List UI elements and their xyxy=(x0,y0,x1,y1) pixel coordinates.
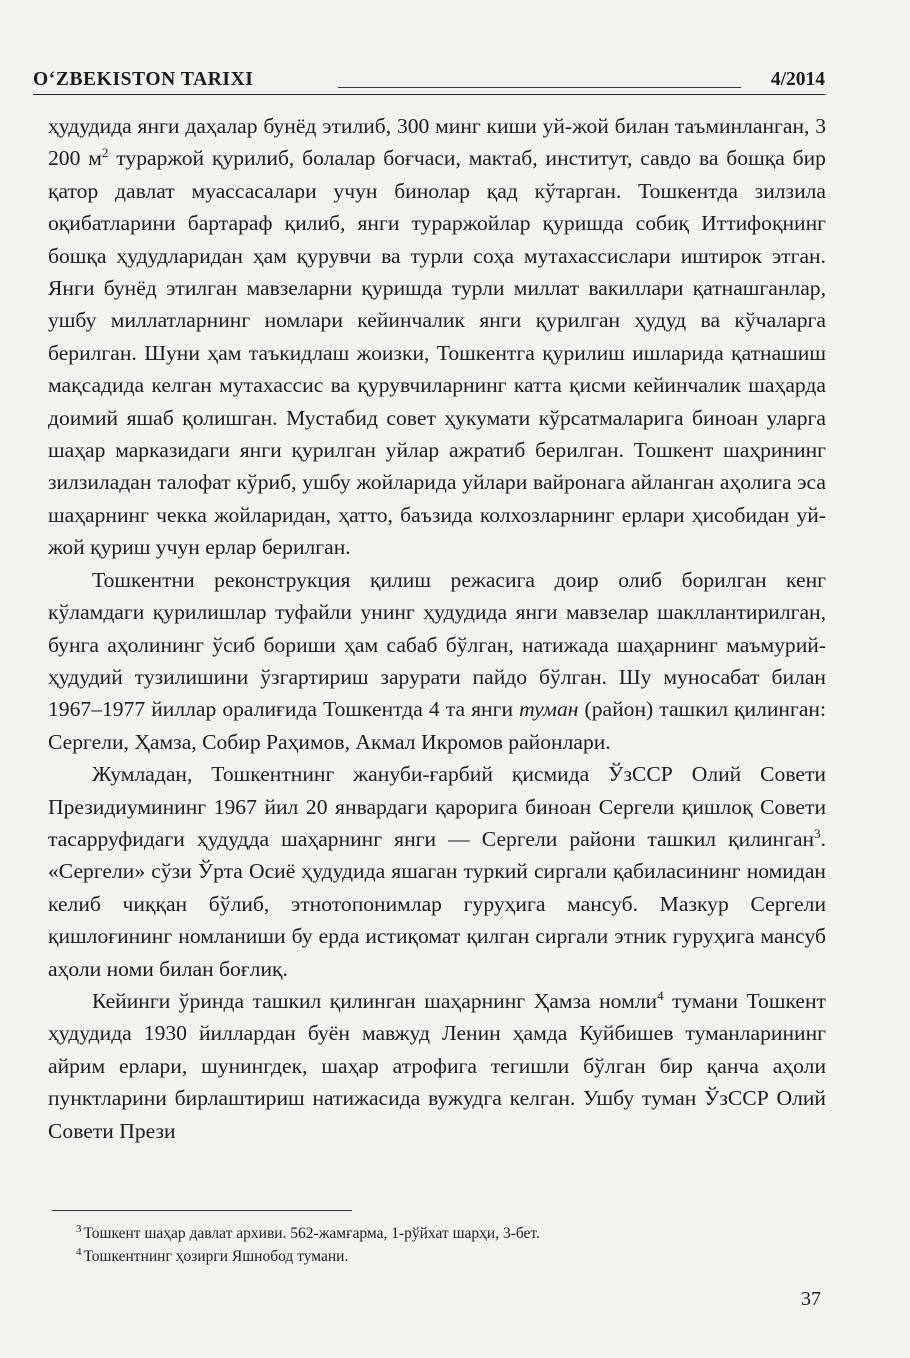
header-rule xyxy=(338,87,741,88)
paragraph-text: . «Сергели» сўзи Ўрта Осиё ҳудудида яшаган туркий сиргали қабиласининг номидан келиб чиққан бўлиб, этнотопонимлар гуруҳига мансуб. Мазкур Сергели қишлоғининг номланиши бу ерда истиқомат қилган сиргали этник гуруҳига мансуб аҳоли номи билан боғлиқ. xyxy=(48,826,826,981)
paragraph-3 xyxy=(48,758,826,985)
paragraph-text: Кейинги ўринда ташкил қилинган шаҳарнинг Ҳамза номли xyxy=(92,988,658,1013)
page-number: 37 xyxy=(801,1288,821,1310)
body-text xyxy=(48,110,826,1147)
footnotes xyxy=(76,1222,826,1268)
paragraph-text: тураржой қурилиб, болалар боғчаси, мактаб, институт, савдо ва бошқа бир қатор давлат муассасалари учун бинолар қад кўтарган. Тошкентда зилзила оқибатларини бартараф қилиб, янги тураржойлар қуришда собиқ Иттифоқнинг бошқа ҳудудларидан ҳам қурувчи ва турли соҳа мутахассислари иштирок этган. Янги бунёд этилган мавзеларни қуришда турли миллат вакиллари қатнашганлар, ушбу миллатларнинг номлари кейинчалик янги қурилган ҳудуд ва кўчаларга берилган. Шуни ҳам таъкидлаш жоизки, Тошкентга қурилиш ишларида қатнашиш мақсадида келган мутахассис ва қурувчиларнинг катта қисми кейинчалик шаҳарда доимий яшаб қолишган. Мустабид совет ҳукумати кўрсатмаларига биноан уларга шаҳар марказидаги янги қурилган уйлар ажратиб берилган. Тошкент шаҳрининг зилзиладан талофат кўриб, ушбу жойларида уйлари вайронага айланган аҳолига эса шаҳарнинг чекка жойларидан, ҳатто, баъзида колхозларнинг ерлари ҳисобидан уй-жой қуриш учун ерлар берилган. xyxy=(48,146,826,560)
footnote-number: 4 xyxy=(76,1245,82,1258)
paragraph-text: ҳудудида янги даҳалар бунёд этилиб, 300 минг киши уй-жой билан таъминланган, 3 200 м xyxy=(48,114,826,171)
paragraph-1 xyxy=(48,110,826,564)
italic-term: туман xyxy=(519,697,579,722)
running-header xyxy=(33,60,825,95)
journal-title: O‘ZBEKISTON TARIXI xyxy=(33,69,254,90)
paragraph-4 xyxy=(48,985,826,1147)
footnote-separator xyxy=(52,1210,352,1211)
paragraph-text: (район) ташкил қилинган: Сергели, Ҳамза, Собир Раҳимов, Акмал Икромов районлари. xyxy=(48,697,826,754)
paragraph-text: тумани Тошкент ҳудудида 1930 йиллардан буён мавжуд Ленин ҳамда Куйбишев туманларининг айрим ерлари, шунингдек, шаҳар атрофига тегишли бўлган бир қанча аҳоли пунктларини бирлаштириш натижасида вужудга келган. Ушбу туман ЎзССР Олий Совети Прези xyxy=(48,988,826,1143)
issue-number: 4/2014 xyxy=(770,69,825,90)
footnote-number: 3 xyxy=(76,1222,82,1235)
footnote-3 xyxy=(76,1222,826,1245)
footnote-ref: 4 xyxy=(657,987,664,1003)
footnote-text: Тошкентнинг ҳозирги Яшнобод тумани. xyxy=(83,1248,349,1265)
footnote-text: Тошкент шаҳар давлат архиви. 562-жамғарма, 1-рўйхат шарҳи, 3-бет. xyxy=(83,1225,540,1242)
footnote-4 xyxy=(76,1245,826,1268)
paragraph-text: Тошкентни реконструкция қилиш режасига доир олиб борилган кенг кўламдаги қурилишлар туфайли унинг ҳудудида янги мавзелар шакллантирилган, бунга аҳолининг ўсиб бориши ҳам сабаб бўлган, натижада шаҳарнинг маъмурий-ҳудудий тузилишини ўзгартириш зарурати пайдо бўлган. Шу муносабат билан 1967–1977 йиллар оралиғида Тошкентда 4 та янги xyxy=(48,567,826,722)
footnote-ref: 3 xyxy=(814,825,821,841)
superscript: 2 xyxy=(101,145,109,161)
paragraph-text: Жумладан, Тошкентнинг жануби-ғарбий қисмида ЎзССР Олий Совети Президиумининг 1967 йил 20 январдаги қарорига биноан Сергели қишлоқ Совети тасарруфидаги ҳудудда шаҳарнинг янги — Сергели райони ташкил қилинган xyxy=(48,762,826,851)
paragraph-2 xyxy=(48,564,826,758)
